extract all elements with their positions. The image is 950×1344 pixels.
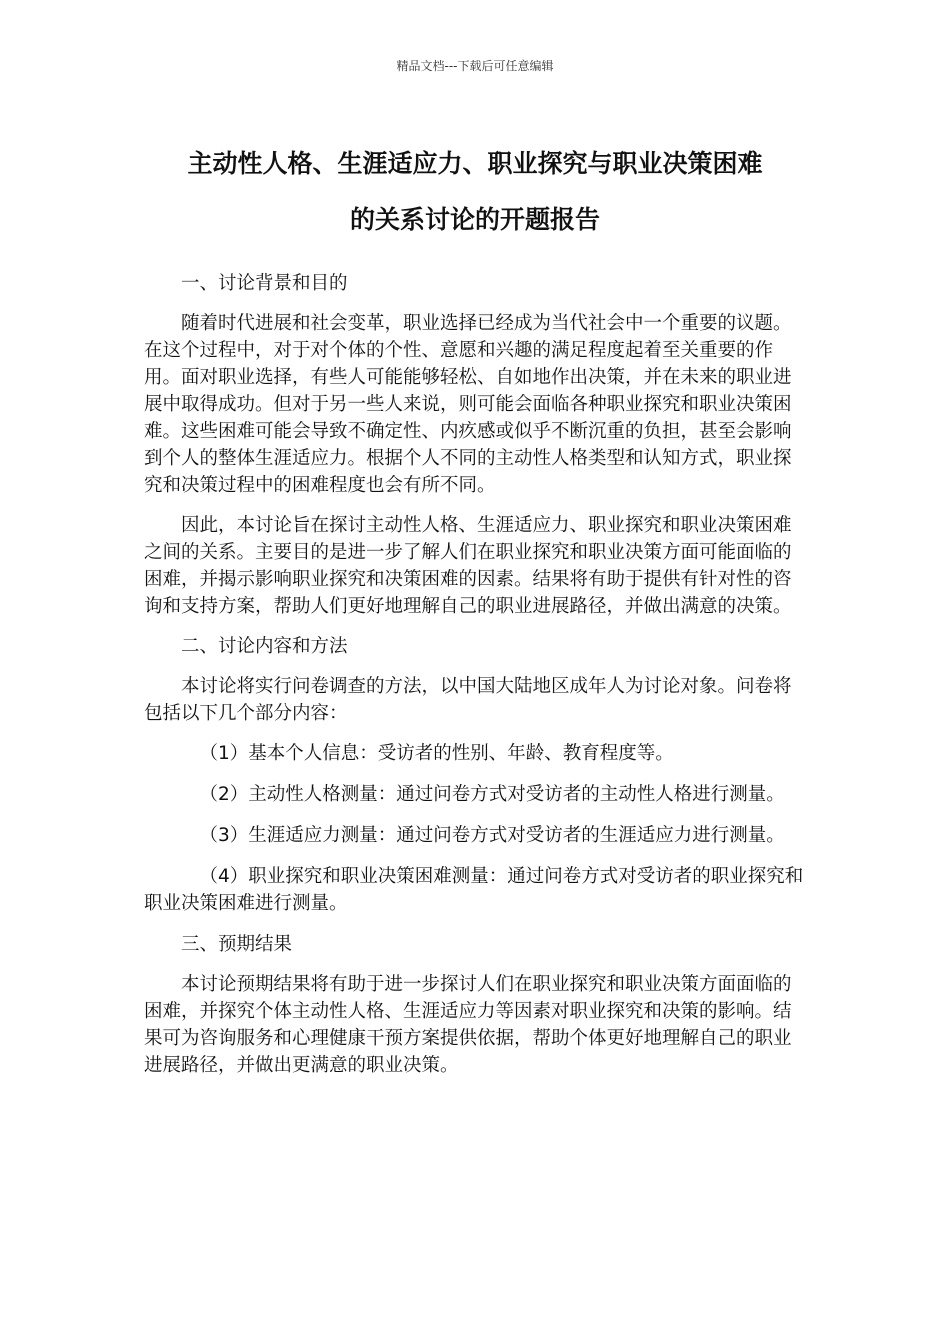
section-3-paragraph-1: 本讨论预期结果将有助于进一步探讨人们在职业探究和职业决策方面面临的困难，并探究个体主动性人格、生涯适应力等因素对职业探究和决策的影响。结果可为咨询服务和心理健康干预方案提供依据，帮助个体更好地理解自己的职业进展路径，并做出更满意的职业决策。 bbox=[144, 974, 792, 1076]
section-2-item-3: （3）生涯适应力测量：通过问卷方式对受访者的生涯适应力进行测量。 bbox=[199, 825, 785, 846]
document-title bbox=[140, 136, 810, 248]
section-1-paragraph-2: 因此，本讨论旨在探讨主动性人格、生涯适应力、职业探究和职业决策困难之间的关系。主要目的是进一步了解人们在职业探究和职业决策方面可能面临的困难，并揭示影响职业探究和决策困难的因素。结果将有助于提供有针对性的咨询和支持方案，帮助人们更好地理解自己的职业进展路径，并做出满意的决策。 bbox=[144, 515, 792, 617]
title-line-1: 主动性人格、生涯适应力、职业探究与职业决策困难 bbox=[187, 149, 763, 178]
section-2-item-1: （1）基本个人信息：受访者的性别、年龄、教育程度等。 bbox=[199, 743, 674, 764]
section-1-paragraph-1: 随着时代进展和社会变革，职业选择已经成为当代社会中一个重要的议题。在这个过程中，对于对个体的个性、意愿和兴趣的满足程度起着至关重要的作用。面对职业选择，有些人可能能够轻松、自如地作出决策，并在未来的职业进展中取得成功。但对于另一些人来说，则可能会面临各种职业探究和职业决策困难。这些困难可能会导致不确定性、内疚感或似乎不断沉重的负担，甚至会影响到个人的整体生涯适应力。根据个人不同的主动性人格类型和认知方式，职业探究和决策过程中的困难程度也会有所不同。 bbox=[144, 313, 792, 496]
section-1-heading: 一、讨论背景和目的 bbox=[181, 273, 348, 294]
section-2-item-4: （4）职业探究和职业决策困难测量：通过问卷方式对受访者的职业探究和职业决策困难进行测量。 bbox=[144, 866, 804, 914]
header-note: 精品文档---下载后可任意编辑 bbox=[396, 59, 554, 73]
section-2-item-2: （2）主动性人格测量：通过问卷方式对受访者的主动性人格进行测量。 bbox=[199, 784, 785, 805]
document-body bbox=[144, 270, 806, 1092]
section-2-heading: 二、讨论内容和方法 bbox=[181, 636, 348, 657]
title-line-2: 的关系讨论的开题报告 bbox=[349, 205, 600, 234]
section-2-paragraph-1: 本讨论将实行问卷调查的方法，以中国大陆地区成年人为讨论对象。问卷将包括以下几个部分内容： bbox=[144, 676, 792, 724]
section-3-heading: 三、预期结果 bbox=[181, 934, 293, 955]
